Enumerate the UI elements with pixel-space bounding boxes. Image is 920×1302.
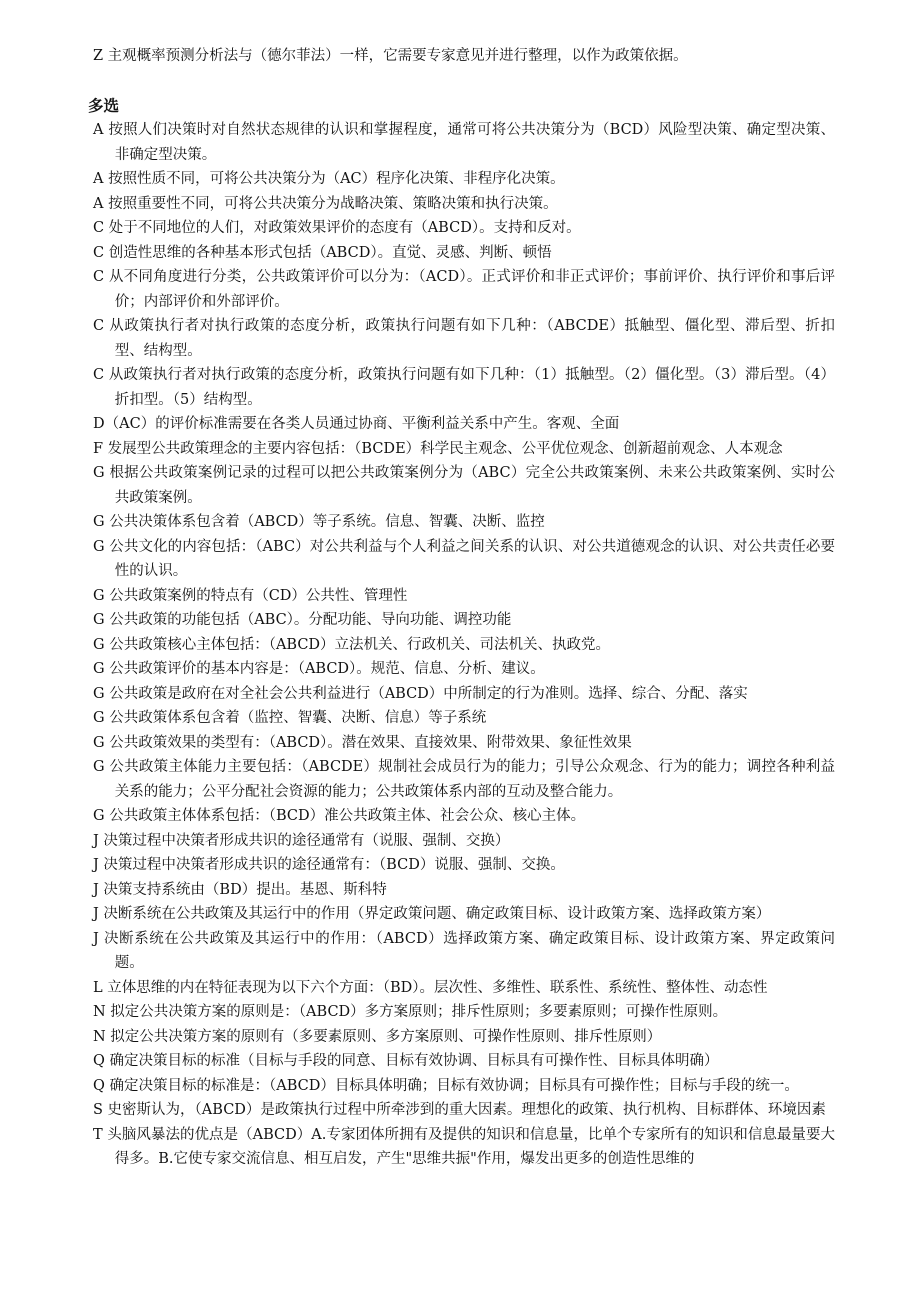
question-item: G 根据公共政策案例记录的过程可以把公共政策案例分为（ABC）完全公共政策案例、未来公共政策案例、实时公共政策案例。 [93, 465, 835, 506]
section-title: 多选 [88, 97, 120, 115]
question-item: G 公共政策效果的类型有：（ABCD）。潜在效果、直接效果、附带效果、象征性效果 [93, 734, 632, 751]
question-item: J 决策过程中决策者形成共识的途径通常有：（BCD）说服、强制、交换。 [93, 857, 565, 873]
question-item: G 公共政策案例的特点有（CD）公共性、管理性 [93, 587, 408, 604]
question-item: J 决策支持系统由（BD）提出。基恩、斯科特 [93, 881, 387, 898]
question-item: G 公共政策体系包含着（监控、智囊、决断、信息）等子系统 [93, 710, 487, 726]
question-item: C 处于不同地位的人们，对政策效果评价的态度有（ABCD）。支持和反对。 [93, 220, 581, 236]
question-item: C 从政策执行者对执行政策的态度分析，政策执行问题有如下几种：（ABCDE）抵触型、僵化型、滞后型、折扣型、结构型。 [93, 318, 835, 359]
question-item: Q 确定决策目标的标准（目标与手段的同意、目标有效协调、目标具有可操作性、目标具体明确） [93, 1053, 719, 1069]
question-item: G 公共政策主体能力主要包括：（ABCDE）规制社会成员行为的能力；引导公众观念、行为的能力；调控各种利益关系的能力；公平分配社会资源的能力；公共政策体系内部的互动及整合能力。 [93, 759, 835, 800]
question-item: F 发展型公共政策理念的主要内容包括：（BCDE）科学民主观念、公平优位观念、创新超前观念、人本观念 [93, 440, 783, 457]
question-item: T 头脑风暴法的优点是（ABCD）A.专家团体所拥有及提供的知识和信息量，比单个专家所有的知识和信息最量要大得多。B.它使专家交流信息、相互启发，产生"思维共振"作用，爆发出更多的创造性思维的 [93, 1126, 835, 1167]
question-item: G 公共决策体系包含着（ABCD）等子系统。信息、智囊、决断、监控 [93, 514, 545, 530]
question-item: G 公共政策评价的基本内容是：（ABCD）。规范、信息、分析、建议。 [93, 661, 545, 677]
question-item: L 立体思维的内在特征表现为以下六个方面：（BD）。层次性、多维性、联系性、系统性、整体性、动态性 [93, 979, 768, 996]
question-item: C 从不同角度进行分类，公共政策评价可以分为：（ACD）。正式评价和非正式评价；事前评价、执行评价和事后评价；内部评价和外部评价。 [93, 269, 835, 310]
question-item: A 按照重要性不同，可将公共决策分为战略决策、策略决策和执行决策。 [93, 195, 558, 212]
question-item: J 决策过程中决策者形成共识的途径通常有（说服、强制、交换） [93, 832, 510, 849]
question-item: N 拟定公共决策方案的原则有（多要素原则、多方案原则、可操作性原则、排斥性原则） [93, 1028, 662, 1045]
question-item: G 公共文化的内容包括：（ABC）对公共利益与个人利益之间关系的认识、对公共道德观念的认识、对公共责任必要性的认识。 [93, 538, 835, 579]
question-item: J 决断系统在公共政策及其运行中的作用：（ABCD）选择政策方案、确定政策目标、设计政策方案、界定政策问题。 [93, 930, 835, 971]
question-item: J 决断系统在公共政策及其运行中的作用（界定政策问题、确定政策目标、设计政策方案、选择政策方案） [93, 906, 771, 922]
question-list [93, 118, 835, 1172]
question-item: G 公共政策的功能包括（ABC）。分配功能、导向功能、调控功能 [93, 612, 512, 628]
question-item: G 公共政策核心主体包括：（ABCD）立法机关、行政机关、司法机关、执政党。 [93, 636, 611, 653]
intro-paragraph: Z 主观概率预测分析法与（德尔菲法）一样，它需要专家意见并进行整理，以作为政策依据。 [93, 48, 688, 64]
question-item: S 史密斯认为，（ABCD）是政策执行过程中所牵涉到的重大因素。理想化的政策、执行机构、目标群体、环境因素 [93, 1102, 826, 1118]
question-item: A 按照人们决策时对自然状态规律的认识和掌握程度，通常可将公共决策分为（BCD）风险型决策、确定型决策、非确定型决策。 [93, 122, 835, 163]
question-item: C 从政策执行者对执行政策的态度分析，政策执行问题有如下几种：（1）抵触型。（2）僵化型。（3）滞后型。（4）折扣型。（5）结构型。 [93, 367, 835, 408]
question-item: D（AC）的评价标准需要在各类人员通过协商、平衡利益关系中产生。客观、全面 [93, 416, 620, 432]
question-item: Q 确定决策目标的标准是：（ABCD）目标具体明确；目标有效协调；目标具有可操作性；目标与手段的统一。 [93, 1077, 799, 1094]
question-item: C 创造性思维的各种基本形式包括（ABCD）。直觉、灵感、判断、顿悟 [93, 244, 552, 261]
question-item: G 公共政策主体体系包括：（BCD）准公共政策主体、社会公众、核心主体。 [93, 808, 586, 824]
question-item: A 按照性质不同，可将公共决策分为（AC）程序化决策、非程序化决策。 [93, 171, 565, 187]
question-item: G 公共政策是政府在对全社会公共利益进行（ABCD）中所制定的行为准则。选择、综合、分配、落实 [93, 685, 748, 702]
question-item: N 拟定公共决策方案的原则是：（ABCD）多方案原则；排斥性原则；多要素原则；可操作性原则。 [93, 1004, 728, 1020]
